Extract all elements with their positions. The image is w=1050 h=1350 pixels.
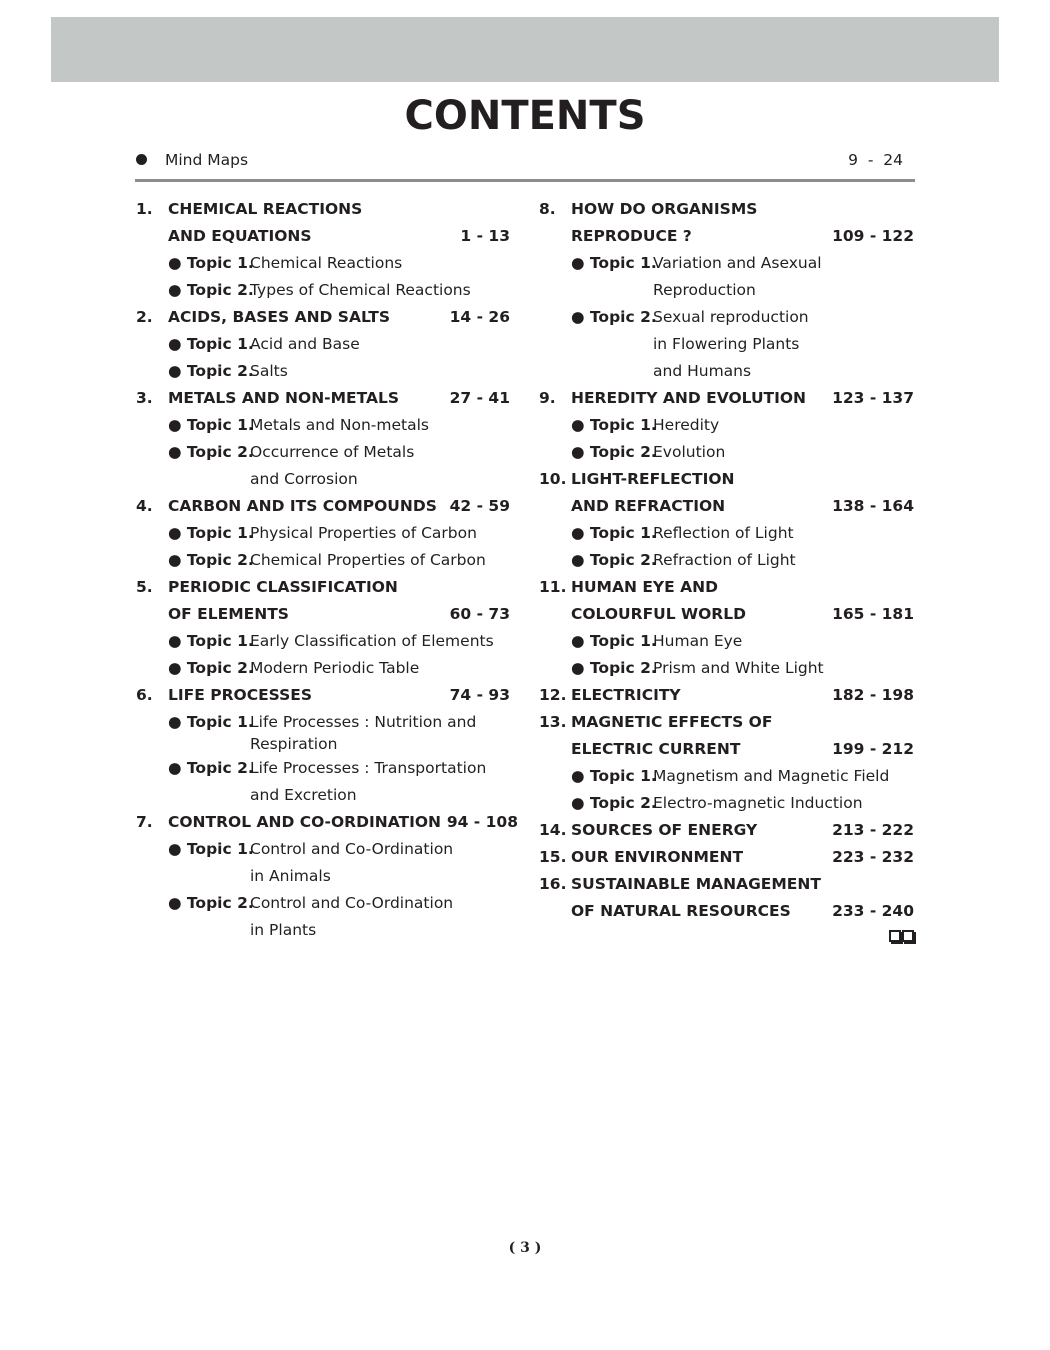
topic-label: ● Topic 1. bbox=[168, 335, 254, 353]
topic-entry[interactable] bbox=[136, 439, 510, 466]
chapter-pages: 109 - 122 bbox=[832, 227, 914, 245]
topic-label: ● Topic 1. bbox=[168, 416, 254, 434]
topic-label: ● Topic 1. bbox=[571, 524, 657, 542]
square-icon bbox=[889, 930, 901, 942]
topic-label: ● Topic 2. bbox=[168, 443, 254, 461]
chapter-title: HEREDITY AND EVOLUTION bbox=[571, 389, 807, 407]
topic-title: Chemical Properties of Carbon bbox=[250, 551, 486, 569]
chapter-title: MAGNETIC EFFECTS OF bbox=[571, 713, 773, 731]
topic-title: Types of Chemical Reactions bbox=[250, 281, 471, 299]
topic-title: Occurrence of Metals bbox=[250, 443, 415, 461]
topic-entry[interactable] bbox=[539, 763, 914, 790]
chapter-entry[interactable] bbox=[539, 385, 914, 412]
topic-label: ● Topic 2. bbox=[571, 308, 657, 326]
topic-item bbox=[168, 331, 510, 358]
topic-item bbox=[168, 628, 510, 655]
chapter-title: LIFE PROCESSES bbox=[168, 686, 313, 704]
chapter-number: 11. bbox=[539, 578, 567, 596]
topic-entry[interactable] bbox=[539, 655, 914, 682]
topic-continuation: and Excretion bbox=[250, 786, 357, 804]
chapter-pages: 182 - 198 bbox=[832, 686, 914, 704]
topic-item bbox=[168, 655, 510, 682]
chapter-number: 13. bbox=[539, 713, 567, 731]
topic-title: Magnetism and Magnetic Field bbox=[653, 767, 890, 785]
chapter-entry[interactable] bbox=[539, 601, 914, 628]
topic-item bbox=[168, 412, 510, 439]
chapter-entry[interactable] bbox=[539, 223, 914, 250]
chapter-pages: 1 - 13 bbox=[460, 227, 510, 245]
topic-title: Life Processes : Nutrition and Respiration bbox=[250, 713, 477, 753]
topic-label: ● Topic 2. bbox=[168, 759, 254, 777]
topic-item bbox=[168, 755, 510, 782]
chapter-pages: 123 - 137 bbox=[832, 389, 914, 407]
divider-rule bbox=[135, 179, 915, 182]
topic-entry[interactable] bbox=[136, 628, 510, 655]
chapter-number: 3. bbox=[136, 389, 153, 407]
chapter-number: 2. bbox=[136, 308, 153, 326]
chapter-entry[interactable] bbox=[539, 466, 914, 493]
chapter-pages: 223 - 232 bbox=[832, 848, 914, 866]
chapter-title: AND REFRACTION bbox=[571, 497, 726, 515]
topic-title: Salts bbox=[250, 362, 288, 380]
topic-item bbox=[571, 439, 914, 466]
end-squares-icon bbox=[888, 925, 914, 952]
bullet-icon bbox=[136, 154, 147, 165]
chapter-entry[interactable] bbox=[539, 817, 914, 844]
chapter-number: 15. bbox=[539, 848, 567, 866]
topic-label: ● Topic 1. bbox=[571, 416, 657, 434]
topic-item bbox=[168, 520, 510, 547]
chapter-number: 10. bbox=[539, 470, 567, 488]
chapter-entry[interactable] bbox=[539, 844, 914, 871]
topic-title: Refraction of Light bbox=[653, 551, 796, 569]
topic-entry[interactable] bbox=[539, 412, 914, 439]
chapter-number: 9. bbox=[539, 389, 556, 407]
topic-title: Control and Co-Ordination bbox=[250, 894, 454, 912]
chapter-title: HUMAN EYE AND bbox=[571, 578, 718, 596]
chapter-title: CHEMICAL REACTIONS bbox=[168, 200, 363, 218]
topic-title: Sexual reproduction bbox=[653, 308, 809, 326]
chapter-title: OF ELEMENTS bbox=[168, 605, 289, 623]
topic-item bbox=[168, 277, 510, 304]
chapter-pages: 42 - 59 bbox=[449, 497, 510, 515]
chapter-title: METALS AND NON-METALS bbox=[168, 389, 400, 407]
topic-item bbox=[571, 304, 914, 331]
topic-entry[interactable] bbox=[136, 277, 510, 304]
topic-label: ● Topic 2. bbox=[168, 659, 254, 677]
topic-item bbox=[571, 628, 914, 655]
chapter-entry[interactable] bbox=[539, 574, 914, 601]
mind-maps-pages: 9 - 24 bbox=[848, 151, 903, 169]
chapter-number: 8. bbox=[539, 200, 556, 218]
chapter-number: 6. bbox=[136, 686, 153, 704]
chapter-title: OUR ENVIRONMENT bbox=[571, 848, 744, 866]
topic-entry[interactable] bbox=[136, 836, 510, 863]
topic-label: ● Topic 1. bbox=[571, 254, 657, 272]
topic-item bbox=[168, 250, 510, 277]
chapter-number: 4. bbox=[136, 497, 153, 515]
chapter-title: HOW DO ORGANISMS bbox=[571, 200, 758, 218]
topic-item bbox=[168, 358, 510, 385]
topic-entry[interactable] bbox=[136, 250, 510, 277]
chapter-number: 5. bbox=[136, 578, 153, 596]
chapter-title: AND EQUATIONS bbox=[168, 227, 312, 245]
chapter-entry[interactable] bbox=[539, 682, 914, 709]
topic-title: Life Processes : Transportation bbox=[250, 759, 487, 777]
chapter-pages: 74 - 93 bbox=[449, 686, 510, 704]
topic-label: ● Topic 1. bbox=[168, 713, 254, 731]
topic-label: ● Topic 2. bbox=[571, 659, 657, 677]
left-column bbox=[136, 196, 518, 944]
topic-entry[interactable] bbox=[136, 331, 510, 358]
topic-entry[interactable] bbox=[539, 304, 914, 331]
topic-title: Variation and Asexual bbox=[653, 254, 822, 272]
topic-label: ● Topic 1. bbox=[168, 254, 254, 272]
topic-entry[interactable] bbox=[136, 890, 510, 917]
topic-continuation: and Humans bbox=[653, 362, 752, 380]
chapter-number: 14. bbox=[539, 821, 567, 839]
chapter-pages: 138 - 164 bbox=[832, 497, 914, 515]
topic-label: ● Topic 2. bbox=[168, 894, 254, 912]
chapter-title: ACIDS, BASES AND SALTS bbox=[168, 308, 391, 326]
topic-label: ● Topic 2. bbox=[168, 362, 254, 380]
topic-continuation: in Flowering Plants bbox=[653, 335, 800, 353]
topic-entry[interactable] bbox=[539, 790, 914, 817]
topic-title: Metals and Non-metals bbox=[250, 416, 429, 434]
topic-title: Evolution bbox=[653, 443, 726, 461]
topic-entry[interactable] bbox=[539, 520, 914, 547]
chapter-entry[interactable] bbox=[136, 574, 510, 601]
chapter-entry[interactable] bbox=[136, 196, 510, 223]
chapter-pages: 14 - 26 bbox=[449, 308, 510, 326]
topic-continuation: in Animals bbox=[250, 867, 331, 885]
mind-maps-entry[interactable] bbox=[136, 149, 914, 171]
chapter-entry[interactable] bbox=[539, 493, 914, 520]
chapter-pages: 94 - 108 bbox=[446, 813, 518, 831]
chapter-entry[interactable] bbox=[539, 196, 914, 223]
chapter-title: SUSTAINABLE MANAGEMENT bbox=[571, 875, 821, 893]
chapter-entry[interactable] bbox=[136, 304, 510, 331]
topic-title: Acid and Base bbox=[250, 335, 360, 353]
chapter-title: LIGHT-REFLECTION bbox=[571, 470, 735, 488]
chapter-title: SOURCES OF ENERGY bbox=[571, 821, 758, 839]
page-number: ( 3 ) bbox=[508, 1240, 542, 1256]
chapter-entry[interactable] bbox=[136, 682, 510, 709]
chapter-pages: 165 - 181 bbox=[832, 605, 914, 623]
chapter-pages: 233 - 240 bbox=[832, 902, 914, 920]
topic-entry[interactable] bbox=[539, 628, 914, 655]
chapter-entry[interactable] bbox=[136, 385, 510, 412]
chapter-number: 16. bbox=[539, 875, 567, 893]
topic-title: Human Eye bbox=[653, 632, 743, 650]
topic-label: ● Topic 1. bbox=[168, 632, 254, 650]
topic-title: Prism and White Light bbox=[653, 659, 824, 677]
topic-item bbox=[168, 890, 510, 917]
topic-entry[interactable] bbox=[136, 755, 510, 782]
topic-entry[interactable] bbox=[136, 709, 510, 755]
chapter-title: OF NATURAL RESOURCES bbox=[571, 902, 791, 920]
end-ornament bbox=[539, 925, 914, 945]
chapter-title: COLOURFUL WORLD bbox=[571, 605, 746, 623]
chapter-title: CONTROL AND CO-ORDINATION bbox=[168, 813, 441, 831]
topic-label: ● Topic 1. bbox=[168, 840, 254, 858]
topic-label: ● Topic 2. bbox=[168, 551, 254, 569]
chapter-entry[interactable] bbox=[539, 709, 914, 736]
topic-label: ● Topic 2. bbox=[571, 794, 657, 812]
topic-label: ● Topic 1. bbox=[571, 632, 657, 650]
topic-title: Heredity bbox=[653, 416, 720, 434]
topic-item bbox=[571, 790, 914, 817]
topic-item bbox=[168, 547, 510, 574]
topic-item bbox=[571, 250, 914, 277]
chapter-pages: 60 - 73 bbox=[449, 605, 510, 623]
topic-entry[interactable] bbox=[136, 412, 510, 439]
chapter-title: ELECTRICITY bbox=[571, 686, 681, 704]
topic-item bbox=[571, 763, 914, 790]
chapter-pages: 213 - 222 bbox=[832, 821, 914, 839]
topic-entry[interactable] bbox=[539, 250, 914, 277]
topic-entry[interactable] bbox=[136, 655, 510, 682]
topic-entry[interactable] bbox=[136, 358, 510, 385]
chapter-pages: 199 - 212 bbox=[832, 740, 914, 758]
page-title: CONTENTS bbox=[404, 93, 646, 139]
topic-item bbox=[571, 520, 914, 547]
topic-label: ● Topic 1. bbox=[168, 524, 254, 542]
topic-entry[interactable] bbox=[136, 547, 510, 574]
chapter-title: ELECTRIC CURRENT bbox=[571, 740, 741, 758]
mind-maps-label: Mind Maps bbox=[165, 151, 249, 169]
topic-title: Physical Properties of Carbon bbox=[250, 524, 477, 542]
topic-entry[interactable] bbox=[539, 439, 914, 466]
topic-entry[interactable] bbox=[539, 547, 914, 574]
chapter-number: 1. bbox=[136, 200, 153, 218]
topic-continuation: and Corrosion bbox=[250, 470, 358, 488]
topic-title: Early Classification of Elements bbox=[250, 632, 494, 650]
topic-title: Reflection of Light bbox=[653, 524, 794, 542]
header-band bbox=[51, 17, 999, 82]
chapter-pages: 27 - 41 bbox=[449, 389, 510, 407]
topic-title: Chemical Reactions bbox=[250, 254, 403, 272]
chapter-number: 12. bbox=[539, 686, 567, 704]
chapter-entry[interactable] bbox=[136, 601, 510, 628]
topic-label: ● Topic 2. bbox=[168, 281, 254, 299]
chapter-entry[interactable] bbox=[539, 736, 914, 763]
topic-title: Control and Co-Ordination bbox=[250, 840, 454, 858]
topic-item bbox=[168, 709, 510, 755]
chapter-number: 7. bbox=[136, 813, 153, 831]
chapter-entry[interactable] bbox=[136, 809, 518, 836]
right-column bbox=[539, 196, 914, 945]
topic-label: ● Topic 2. bbox=[571, 443, 657, 461]
chapter-title: PERIODIC CLASSIFICATION bbox=[168, 578, 398, 596]
topic-item bbox=[571, 412, 914, 439]
topic-entry[interactable] bbox=[136, 520, 510, 547]
chapter-entry[interactable] bbox=[136, 223, 510, 250]
chapter-entry[interactable] bbox=[539, 871, 914, 898]
chapter-entry[interactable] bbox=[136, 493, 510, 520]
topic-continuation: in Plants bbox=[250, 921, 317, 939]
topic-item bbox=[168, 836, 510, 863]
chapter-title: REPRODUCE ? bbox=[571, 227, 692, 245]
topic-label: ● Topic 1. bbox=[571, 767, 657, 785]
topic-title: Electro-magnetic Induction bbox=[653, 794, 863, 812]
chapter-entry[interactable] bbox=[539, 898, 914, 925]
topic-item bbox=[168, 439, 510, 466]
topic-continuation: Reproduction bbox=[653, 281, 756, 299]
topic-label: ● Topic 2. bbox=[571, 551, 657, 569]
square-icon bbox=[902, 930, 914, 942]
chapter-title: CARBON AND ITS COMPOUNDS bbox=[168, 497, 437, 515]
topic-item bbox=[571, 655, 914, 682]
topic-item bbox=[571, 547, 914, 574]
topic-title: Modern Periodic Table bbox=[250, 659, 420, 677]
